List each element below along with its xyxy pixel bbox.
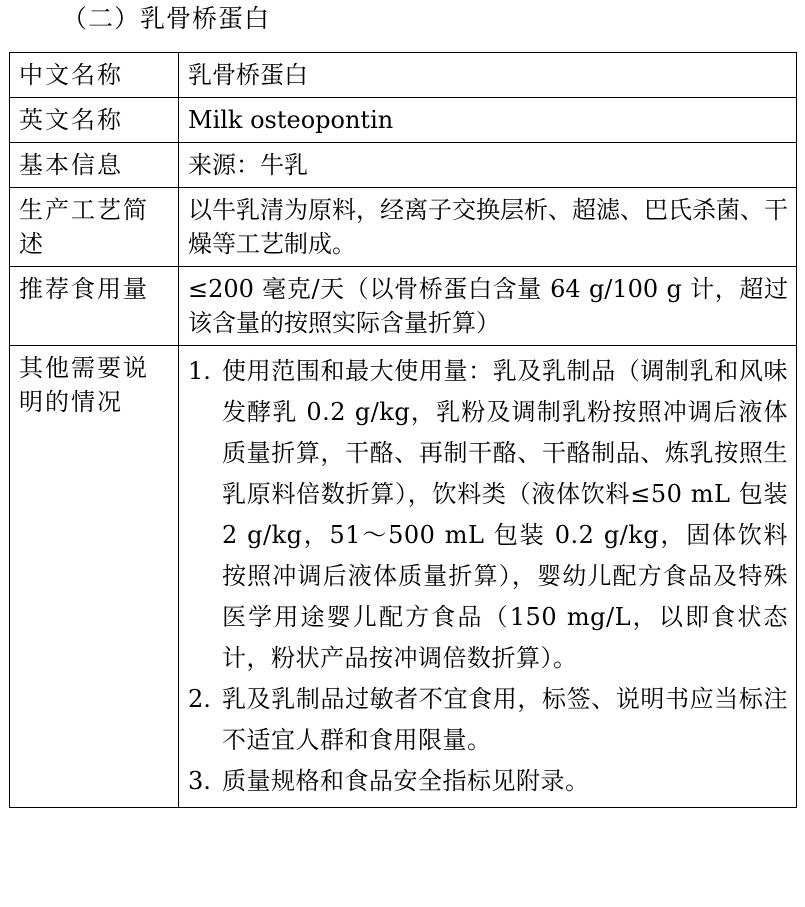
list-item-text: 乳及乳制品过敏者不宜食用，标签、说明书应当标注不适宜人群和食用限量。 (222, 685, 788, 754)
list-item-number: 2. (188, 685, 211, 713)
row-value (179, 346, 797, 808)
section-heading: （二）乳骨桥蛋白 (62, 4, 271, 33)
table-row-other-notes (10, 346, 797, 808)
list-item-text: 使用范围和最大使用量：乳及乳制品（调制乳和风味发酵乳 0.2 g/kg，乳粉及调制乳粉按照冲调后液体质量折算，干酪、再制干酪、干酪制品、炼乳按照生乳原料倍数折算），饮料类（液体饮料≤50 mL 包装 2 g/kg，51～500 mL 包装 0.2 g/kg，固体饮料按照冲调后液体质量折算），婴幼儿配方食品及特殊医学用途婴儿配方食品（150 mg/L，以即食状态计，粉状产品按冲调倍数折算）。 (222, 357, 788, 672)
row-value: 来源：牛乳 (179, 143, 797, 188)
table-row-recommended-intake (10, 267, 797, 346)
row-label: 中文名称 (10, 53, 179, 98)
row-label: 英文名称 (10, 98, 179, 143)
row-value: 以牛乳清为原料，经离子交换层析、超滤、巴氏杀菌、干燥等工艺制成。 (179, 188, 797, 267)
list-item (188, 679, 788, 761)
list-item-text: 质量规格和食品安全指标见附录。 (222, 767, 590, 795)
table-row-production-process (10, 188, 797, 267)
row-label: 推荐食用量 (10, 267, 179, 346)
table-row-chinese-name (10, 53, 797, 98)
info-table (9, 52, 797, 808)
row-label: 生产工艺简述 (10, 188, 179, 267)
notes-list (188, 351, 788, 802)
table-row-english-name (10, 98, 797, 143)
list-item (188, 351, 788, 679)
row-value: ≤200 毫克/天（以骨桥蛋白含量 64 g/100 g 计，超过该含量的按照实际含量折算） (179, 267, 797, 346)
table-row-basic-info (10, 143, 797, 188)
list-item-number: 1. (188, 357, 211, 385)
row-value: 乳骨桥蛋白 (179, 53, 797, 98)
row-label: 其他需要说明的情况 (10, 346, 179, 808)
row-label: 基本信息 (10, 143, 179, 188)
row-value: Milk osteopontin (179, 98, 797, 143)
list-item-number: 3. (188, 767, 211, 795)
list-item (188, 761, 788, 802)
